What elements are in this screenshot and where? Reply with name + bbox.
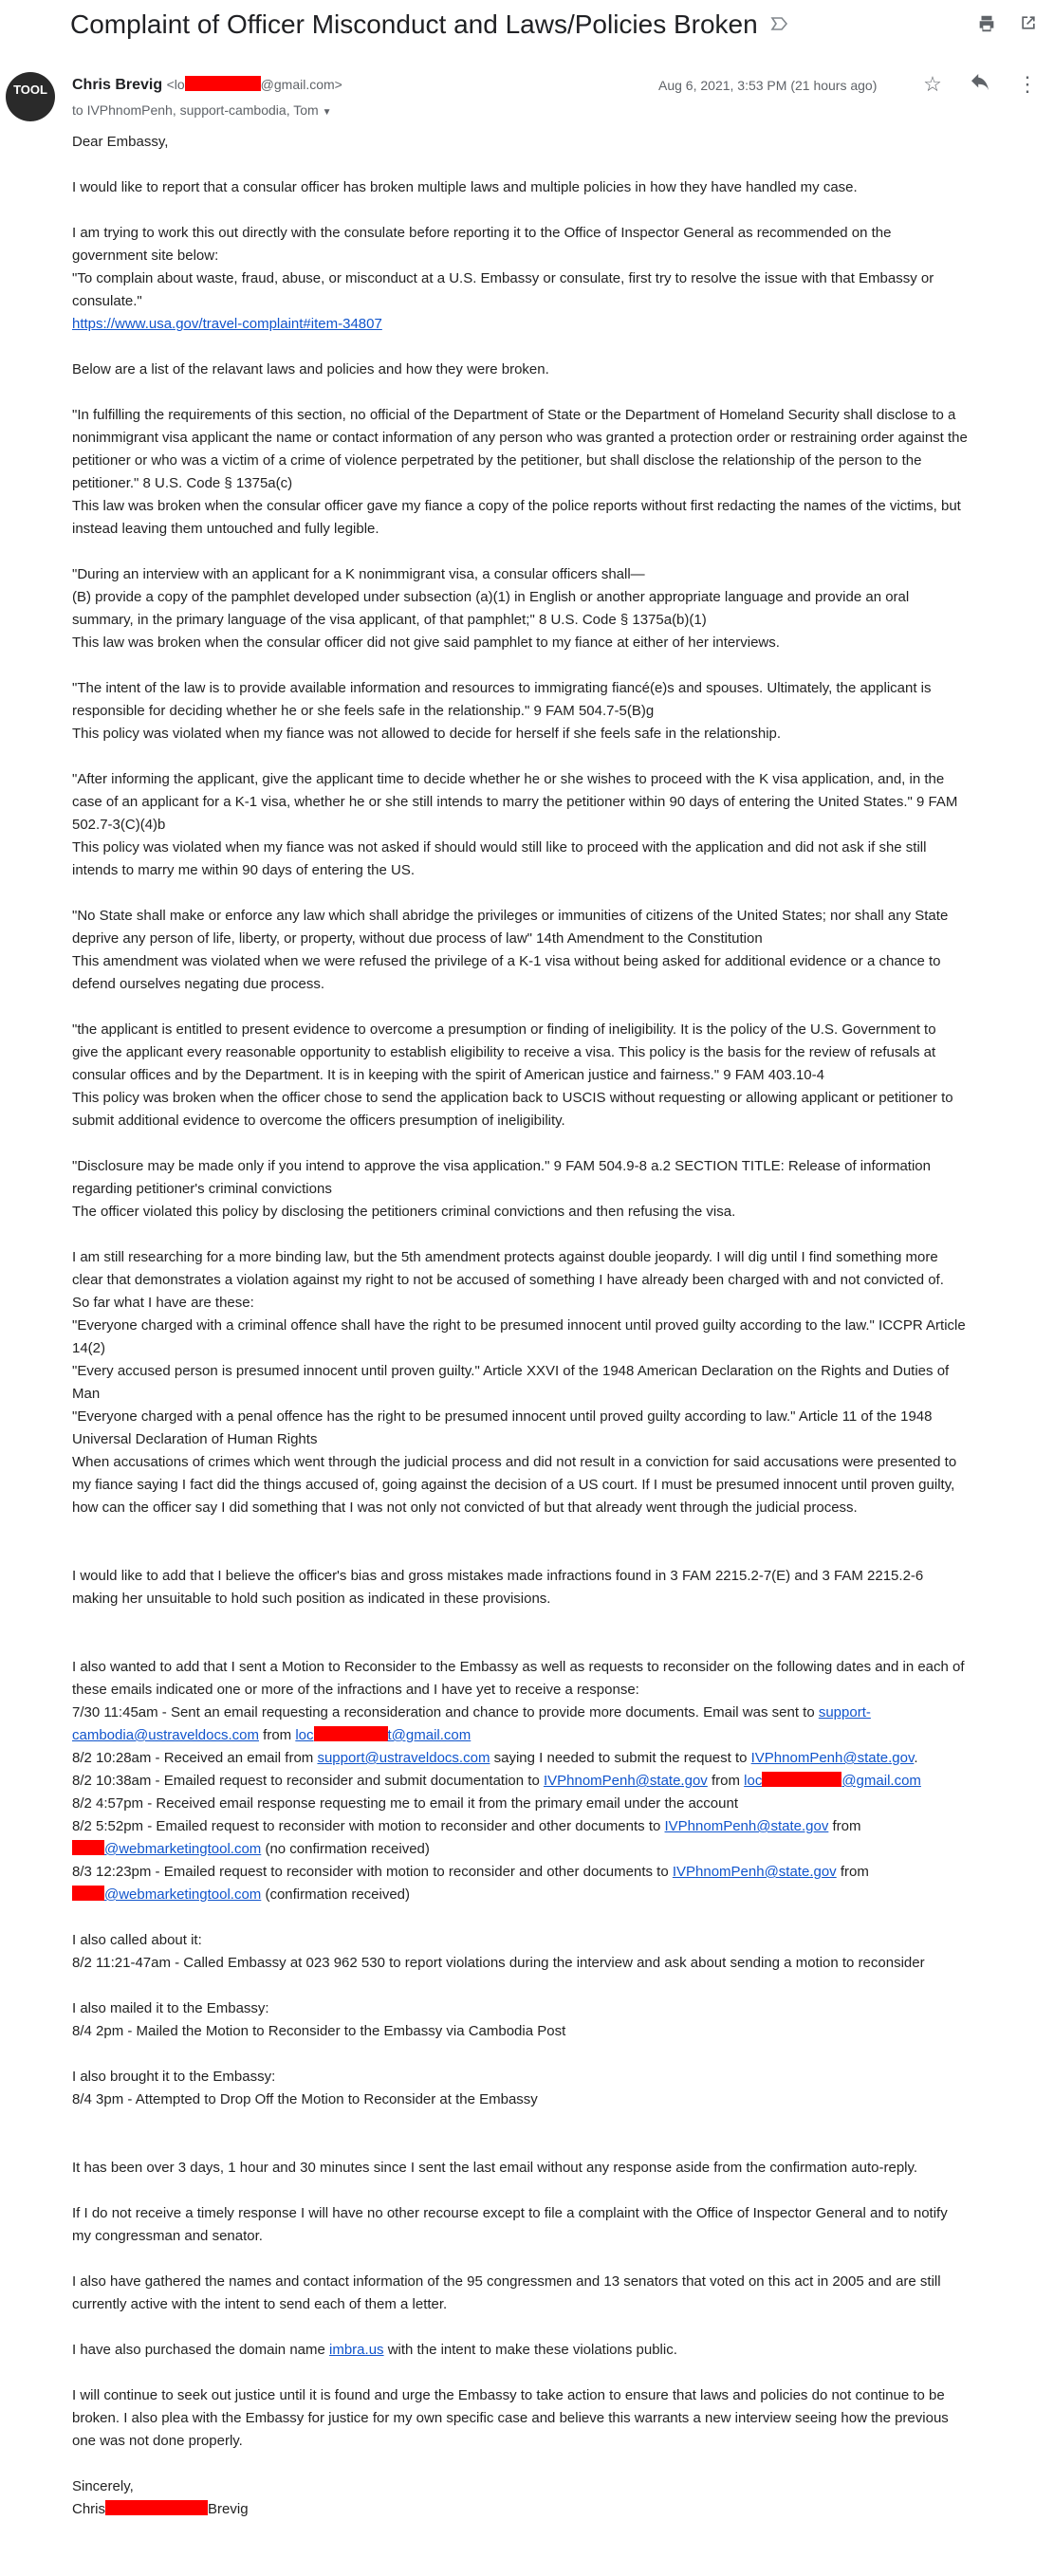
body-line: I also wanted to add that I sent a Motion to Reconsider to the Embassy as well as requests to reconsider on the following dates and in each of — [72, 1659, 965, 1675]
body-line: 8/2 11:21-47am - Called Embassy at 023 962 530 to report violations during the interview and ask about sending a motion to reconsider — [72, 1955, 925, 1971]
body-line: 8/2 4:57pm - Received email response requesting me to email it from the primary email under the account — [72, 1795, 739, 1812]
body-line: This policy was broken when the officer chose to send the application back to USCIS without requesting or allowing applicant or petitioner to — [72, 1090, 953, 1106]
body-line: 8/2 10:28am - Received an email from support@ustraveldocs.com saying I needed to submit the request to IVPhnomPenh@state.gov. — [72, 1750, 918, 1766]
ivphnompenh-link[interactable]: IVPhnomPenh@state.gov — [543, 1773, 708, 1789]
reply-icon[interactable] — [968, 72, 992, 97]
body-line: instead leaving them untouched and fully legible. — [72, 521, 379, 537]
body-line: 8/4 3pm - Attempted to Drop Off the Motion to Reconsider at the Embassy — [72, 2091, 538, 2107]
body-line: I would like to add that I believe the officer's bias and gross mistakes made infractions found in 3 FAM 2215.2-7(E) and 3 FAM 2215.2-6 — [72, 1568, 924, 1584]
body-line: "Everyone charged with a penal offence has the right to be presumed innocent until proved guilty according to law." Article 11 of the 1948 — [72, 1408, 933, 1425]
body-line: cambodia@ustraveldocs.com from loc t@gmail.com — [72, 1727, 472, 1743]
body-line: 8/2 5:52pm - Emailed request to reconsider with motion to reconsider and other documents to IVPhnomPenh@state.gov from — [72, 1818, 861, 1834]
chevron-down-icon[interactable]: ▼ — [322, 107, 332, 118]
travel-complaint-link[interactable]: https://www.usa.gov/travel-complaint#item-34807 — [72, 316, 382, 332]
body-line: currently active with the intent to send each of them a letter. — [72, 2296, 448, 2312]
body-line: I will continue to seek out justice until it is found and urge the Embassy to take action to ensure that laws and policies do not continue to be — [72, 2387, 945, 2403]
body-line: "In fulfilling the requirements of this section, no official of the Department of State or the Department of Homeland Security shall disclose to a — [72, 407, 956, 423]
subject-row — [70, 0, 1054, 53]
redaction-box — [105, 2500, 208, 2515]
more-vertical-icon[interactable]: ⋮ — [1017, 72, 1038, 96]
body-line: @webmarketingtool.com (no confirmation received) — [72, 1838, 1040, 1861]
body-line: defend ourselves negating due process. — [72, 976, 325, 992]
imbra-link[interactable]: imbra.us — [329, 2342, 384, 2358]
body-line: "During an interview with an applicant for a K nonimmigrant visa, a consular officers shall— — [72, 566, 645, 582]
body-line: my fiance saying I fact did the things accused of, going against the decision of a US court. If I must be presumed innocent until proven guilty, — [72, 1477, 955, 1493]
body-line: "the applicant is entitled to present evidence to overcome a presumption or finding of ineligibility. It is the policy of the U.S. Government to — [72, 1021, 936, 1038]
body-line: I am still researching for a more binding law, but the 5th amendment protects against double jeopardy. I will dig until I find something more — [72, 1249, 938, 1265]
body-line: case of an applicant for a K-1 visa, whether he or she still intends to marry the petitioner within 90 days of entering the United States." 9 FAM — [72, 794, 958, 810]
body-line: 8/4 2pm - Mailed the Motion to Reconsider to the Embassy via Cambodia Post — [72, 2023, 566, 2039]
body-line: (B) provide a copy of the pamphlet developed under subsection (a)(1) in English or another appropriate language and provide an oral — [72, 589, 910, 605]
sender-email: <lo @gmail.com> — [166, 77, 342, 92]
body-line: intends to marry me within 90 days of entering the US. — [72, 862, 416, 878]
body-line: one was not done properly. — [72, 2433, 243, 2449]
redaction-box — [72, 1886, 104, 1901]
body-line: I also brought it to the Embassy: — [72, 2069, 276, 2085]
body-line: "Every accused person is presumed innocent until proven guilty." Article XXVI of the 1948 American Declaration on the Rights and Duties of — [72, 1363, 950, 1379]
body-line: If I do not receive a timely response I will have no other recourse except to file a complaint with the Office of Inspector General and to notify — [72, 2205, 948, 2221]
ivphnompenh-link[interactable]: IVPhnomPenh@state.gov — [664, 1818, 829, 1834]
body-line: "Disclosure may be made only if you intend to approve the visa application." 9 FAM 504.9-8 a.2 SECTION TITLE: Release of information — [72, 1158, 931, 1174]
redaction-box — [72, 1840, 104, 1855]
email-date: Aug 6, 2021, 3:53 PM (21 hours ago) — [658, 78, 878, 93]
body-line: Below are a list of the relavant laws and policies and how they were broken. — [72, 361, 549, 377]
body-line: regarding petitioner's criminal convictions — [72, 1181, 332, 1197]
redaction-box — [314, 1726, 388, 1741]
open-in-new-window-icon[interactable] — [1017, 13, 1040, 36]
body-line: It has been over 3 days, 1 hour and 30 minutes since I sent the last email without any response aside from the confirmation auto-reply. — [72, 2160, 918, 2176]
body-line: making her unsuitable to hold such position as indicated in these provisions. — [72, 1591, 551, 1607]
body-line: consulate." — [72, 293, 142, 309]
body-line: nonimmigrant visa applicant the name or contact information of any person who was granted a protection order or restraining order against the — [72, 430, 968, 446]
body-line: petitioner or who was a victim of a crime of violence perpetrated by the petitioner, but shall disclose the relationship of the person to the — [72, 452, 922, 469]
body-line: This law was broken when the consular officer gave my fiance a copy of the police reports without first redacting the names of the victims, but — [72, 498, 961, 514]
body-line: "No State shall make or enforce any law which shall abridge the privileges or immunities of citizens of the United States; nor shall any State — [72, 908, 949, 924]
webmarketingtool-link[interactable]: @webmarketingtool.com — [72, 1841, 261, 1857]
body-line: petitioner." 8 U.S. Code § 1375a(c) — [72, 475, 293, 491]
body-line: The officer violated this policy by disclosing the petitioners criminal convictions and then refusing the visa. — [72, 1204, 736, 1220]
sender-line — [72, 76, 342, 94]
email-body — [72, 131, 1040, 2521]
body-line: broken. I also plea with the Embassy for justice for my own specific case and believe this warrants a new interview seeing how the previous — [72, 2410, 949, 2426]
body-line: I am trying to work this out directly with the consulate before reporting it to the Office of Inspector General as recommended on the — [72, 225, 892, 241]
sender-name[interactable]: Chris Brevig — [72, 77, 163, 93]
body-line: This law was broken when the consular officer did not give said pamphlet to my fiance at either of her interviews. — [72, 635, 780, 651]
body-line: 502.7-3(C)(4)b — [72, 817, 166, 833]
support-cambodia-link[interactable]: support- — [818, 1704, 871, 1720]
body-line: When accusations of crimes which went through the judicial process and did not result in a conviction for said accusations were presented to — [72, 1454, 957, 1470]
body-line: summary, in the primary language of the visa applicant, of that pamphlet;" 8 U.S. Code § 1375a(b)(1) — [72, 612, 707, 628]
body-line: 8/2 10:38am - Emailed request to reconsider and submit documentation to IVPhnomPenh@state.gov from loc @gmail.com — [72, 1773, 921, 1789]
body-line: 8/3 12:23pm - Emailed request to reconsider with motion to reconsider and other documents to IVPhnomPenh@state.gov from — [72, 1864, 869, 1880]
body-line: consular offices and by the Department. It is in keeping with the spirit of American justice and fairness." 9 FAM 403.10-4 — [72, 1067, 824, 1083]
ivphnompenh-link[interactable]: IVPhnomPenh@state.gov — [672, 1864, 837, 1880]
greeting: Dear Embassy, — [72, 134, 169, 150]
body-line: This amendment was violated when we were refused the privilege of a K-1 visa without being asked for additional evidence or a chance to — [72, 953, 941, 969]
signature: Chris Brevig — [72, 2501, 249, 2517]
body-line: This policy was violated when my fiance was not allowed to decide for herself if she feels safe in the relationship. — [72, 726, 782, 742]
recipients[interactable]: to IVPhnomPenh, support-cambodia, Tom ▼ — [72, 102, 332, 118]
sign-off: Sincerely, — [72, 2478, 134, 2494]
body-line: "The intent of the law is to provide available information and resources to immigrating fiancé(e)s and spouses. Ultimately, the applicant is — [72, 680, 932, 696]
body-line: submit additional evidence to overcome the officers presumption of ineligibility. — [72, 1113, 565, 1129]
gmail-link[interactable]: loc @gmail.com — [744, 1773, 921, 1789]
body-line: "Everyone charged with a criminal offence shall have the right to be presumed innocent until proved guilty according to the law." ICCPR Article — [72, 1317, 966, 1334]
redaction-box — [185, 76, 261, 91]
body-line: government site below: — [72, 248, 219, 264]
star-icon[interactable]: ☆ — [923, 72, 942, 96]
body-line: deprive any person of life, liberty, or property, without due process of law" 14th Amendment to the Constitution — [72, 930, 763, 947]
body-line: "To complain about waste, fraud, abuse, or misconduct at a U.S. Embassy or consulate, first try to resolve the issue with that Embassy or — [72, 270, 934, 286]
body-line: clear that demonstrates a violation against my right to not be accused of something I have already been charged with and not convicted of. — [72, 1272, 944, 1288]
avatar-text: TOOL — [13, 83, 47, 97]
body-line: give the applicant every reasonable opportunity to establish eligibility to receive a visa. This policy is the basis for the review of refusals at — [72, 1044, 936, 1060]
body-line: I also have gathered the names and contact information of the 95 congressmen and 13 senators that voted on this act in 2005 and are still — [72, 2273, 941, 2290]
body-line: I also mailed it to the Embassy: — [72, 2000, 269, 2016]
body-line: So far what I have are these: — [72, 1295, 254, 1311]
print-icon[interactable] — [975, 13, 998, 36]
gmail-link[interactable]: loc t@gmail.com — [295, 1727, 472, 1743]
intro-paragraph: I would like to report that a consular officer has broken multiple laws and multiple policies in how they have handled my case. — [72, 179, 858, 195]
ivphnompenh-link[interactable]: IVPhnomPenh@state.gov — [750, 1750, 915, 1766]
body-line: Man — [72, 1386, 101, 1402]
body-line: @webmarketingtool.com (confirmation received) — [72, 1884, 1040, 1906]
redaction-box — [762, 1772, 841, 1787]
body-line: 7/30 11:45am - Sent an email requesting a reconsideration and chance to provide more documents. Email was sent to support- — [72, 1704, 871, 1720]
support-cambodia-link[interactable]: cambodia@ustraveldocs.com — [72, 1727, 259, 1743]
body-line: Universal Declaration of Human Rights — [72, 1431, 318, 1447]
avatar[interactable] — [6, 72, 55, 121]
body-line: how can the officer say I did something that I was not only not convicted of but that already went through the judicial process. — [72, 1500, 858, 1516]
webmarketingtool-link[interactable]: @webmarketingtool.com — [72, 1886, 261, 1903]
body-line: I have also purchased the domain name imbra.us with the intent to make these violations public. — [72, 2342, 677, 2358]
body-line: "After informing the applicant, give the applicant time to decide whether he or she wishes to proceed with the K visa application, and, in the — [72, 771, 945, 787]
email-subject: Complaint of Officer Misconduct and Laws/Policies Broken — [70, 9, 758, 39]
body-line: This policy was violated when my fiance was not asked if should would still like to proceed with the application and did not ask if she still — [72, 839, 927, 856]
body-line: my congressman and senator. — [72, 2228, 263, 2244]
support-link[interactable]: support@ustraveldocs.com — [317, 1750, 490, 1766]
label-arrow-icon[interactable] — [770, 15, 787, 32]
body-line: 14(2) — [72, 1340, 106, 1356]
body-line: responsible for deciding whether he or she feels safe in the relationship." 9 FAM 504.7-5(B)g — [72, 703, 655, 719]
body-line: these emails indicated one or more of the infractions and I have yet to receive a response: — [72, 1682, 639, 1698]
body-line: I also called about it: — [72, 1932, 202, 1948]
